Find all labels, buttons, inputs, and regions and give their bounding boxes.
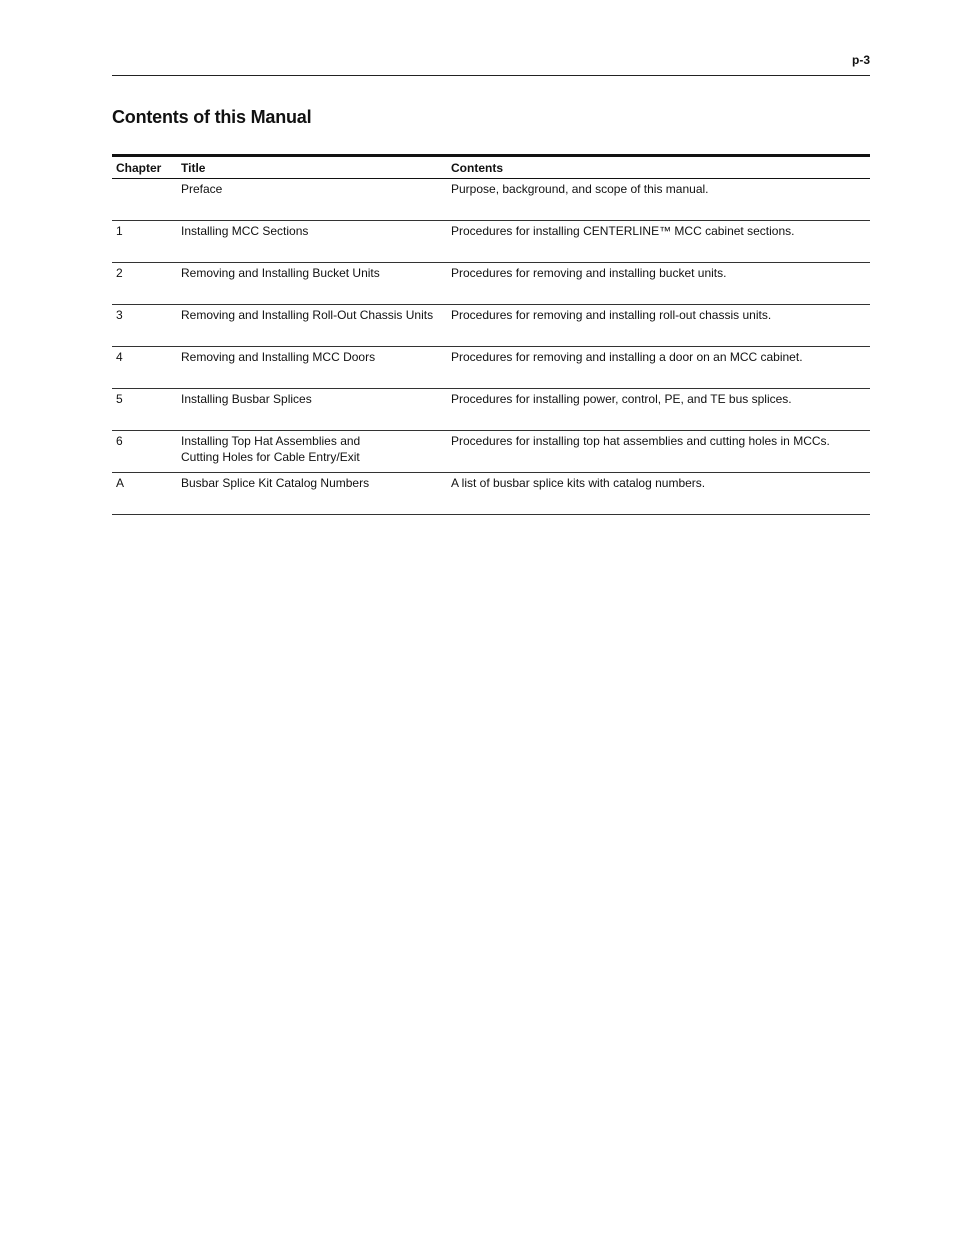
table-row [112,305,870,347]
table-row [112,179,870,221]
contents-cell: Procedures for removing and installing a door on an MCC cabinet. [447,347,870,389]
contents-cell: Procedures for installing CENTERLINE™ MCC cabinet sections. [447,221,870,263]
column-header-title: Title [177,156,447,179]
chapter-cell: 4 [112,347,177,389]
title-cell [177,347,447,389]
title-line: Installing MCC Sections [181,224,309,238]
column-header-contents: Contents [447,156,870,179]
title-cell [177,473,447,515]
title-line: Removing and Installing MCC Doors [181,350,376,364]
chapter-cell: 2 [112,263,177,305]
contents-cell: Procedures for installing top hat assemblies and cutting holes in MCCs. [447,431,870,473]
page-number: p-3 [852,53,870,67]
chapter-cell: A [112,473,177,515]
chapter-cell [112,179,177,221]
chapter-cell: 6 [112,431,177,473]
title-line: Preface [181,182,223,196]
table-row [112,221,870,263]
header-rule [112,75,870,76]
table-row [112,389,870,431]
title-line: Installing Top Hat Assemblies and [181,434,361,448]
title-line: Installing Busbar Splices [181,392,312,406]
title-line: Cutting Holes for Cable Entry/Exit [181,450,360,464]
title-line: Busbar Splice Kit Catalog Numbers [181,476,370,490]
table-header-row [112,156,870,179]
title-line: Removing and Installing Bucket Units [181,266,380,280]
column-header-chapter: Chapter [112,156,177,179]
title-cell [177,221,447,263]
title-cell [177,179,447,221]
contents-cell: Purpose, background, and scope of this manual. [447,179,870,221]
title-cell [177,305,447,347]
title-cell [177,431,447,473]
contents-table [112,154,870,515]
title-cell [177,263,447,305]
table-row [112,263,870,305]
contents-cell: Procedures for removing and installing roll-out chassis units. [447,305,870,347]
table-row [112,473,870,515]
table-row [112,431,870,473]
contents-cell: Procedures for installing power, control, PE, and TE bus splices. [447,389,870,431]
contents-cell: A list of busbar splice kits with catalog numbers. [447,473,870,515]
chapter-cell: 1 [112,221,177,263]
section-title: Contents of this Manual [112,107,312,127]
table-row [112,347,870,389]
title-cell [177,389,447,431]
contents-cell: Procedures for removing and installing bucket units. [447,263,870,305]
chapter-cell: 5 [112,389,177,431]
title-line: Removing and Installing Roll-Out Chassis Units [181,308,434,322]
chapter-cell: 3 [112,305,177,347]
